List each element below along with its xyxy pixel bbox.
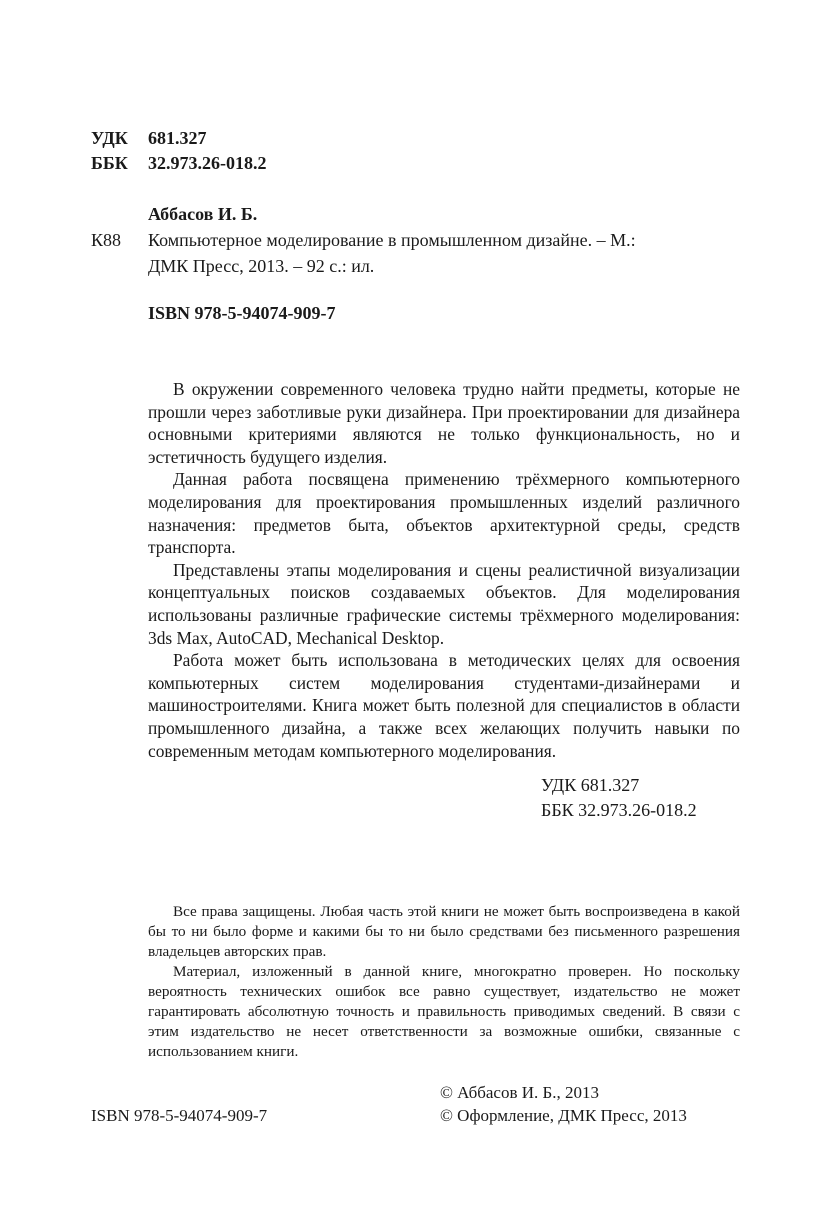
- rights-paragraph: Все права защищены. Любая часть этой книги не может быть воспроизведена в какой бы то ни было форме и какими бы то ни было средствами без письменного разрешения владельцев авторских прав.: [148, 903, 740, 960]
- index-bbk: ББК 32.973.26-018.2: [541, 800, 697, 820]
- index-udk: УДК 681.327: [541, 775, 640, 795]
- annotation-paragraph: Представлены этапы моделирования и сцены реалистичной визуализации концептуальных поисков создаваемых объектов. Для моделирования использованы различные графические системы трёхмерного моделирования: 3ds Max, AutoCAD, Mechanical Desktop.: [148, 559, 740, 648]
- author-code: К88: [91, 230, 122, 250]
- annotation-paragraph: Данная работа посвящена применению трёхмерного компьютерного моделирования для проектирования промышленных изделий различного назначения: предметов быта, объектов архитектурной среды, средств транспорта.: [148, 469, 740, 558]
- bbk-line: [91, 152, 267, 174]
- bbk-value: 32.973.26-018.2: [148, 153, 267, 173]
- udk-line: [91, 127, 207, 149]
- isbn-footer: ISBN 978-5-94074-909-7: [91, 1106, 268, 1125]
- author-name: Аббасов И. Б.: [148, 204, 258, 224]
- isbn-main: ISBN 978-5-94074-909-7: [148, 303, 336, 323]
- copyright-design: © Оформление, ДМК Пресс, 2013: [440, 1106, 687, 1125]
- rights-paragraph: Материал, изложенный в данной книге, многократно проверен. Но поскольку вероятность технических ошибок все равно существует, издательство не может гарантировать абсолютную точность и правильность приводимых сведений. В связи с этим издательство не несет ответственности за возможные ошибки, связанные с использованием книги.: [148, 963, 740, 1060]
- rights-notice: [148, 902, 740, 1062]
- udk-label: УДК: [91, 128, 128, 148]
- title-line-2: ДМК Пресс, 2013. – 92 с.: ил.: [148, 256, 375, 276]
- udk-value: 681.327: [148, 128, 207, 148]
- annotation: [148, 378, 740, 762]
- annotation-paragraph: В окружении современного человека трудно найти предметы, которые не прошли через заботливые руки дизайнера. При проектировании для дизайнера основными критериями являются не только функциональность, но и эстетичность будущего изделия.: [148, 379, 740, 467]
- title-line-1: Компьютерное моделирование в промышленном дизайне. – М.:: [148, 230, 636, 250]
- bbk-label: ББК: [91, 153, 128, 173]
- annotation-paragraph: Работа может быть использована в методических целях для освоения компьютерных систем моделирования студентами-дизайнерами и машиностроителями. Книга может быть полезной для специалистов в области промышленного дизайна, а также всех желающих получить навыки по современным методам компьютерного моделирования.: [148, 650, 740, 761]
- copyright-author: © Аббасов И. Б., 2013: [440, 1083, 600, 1102]
